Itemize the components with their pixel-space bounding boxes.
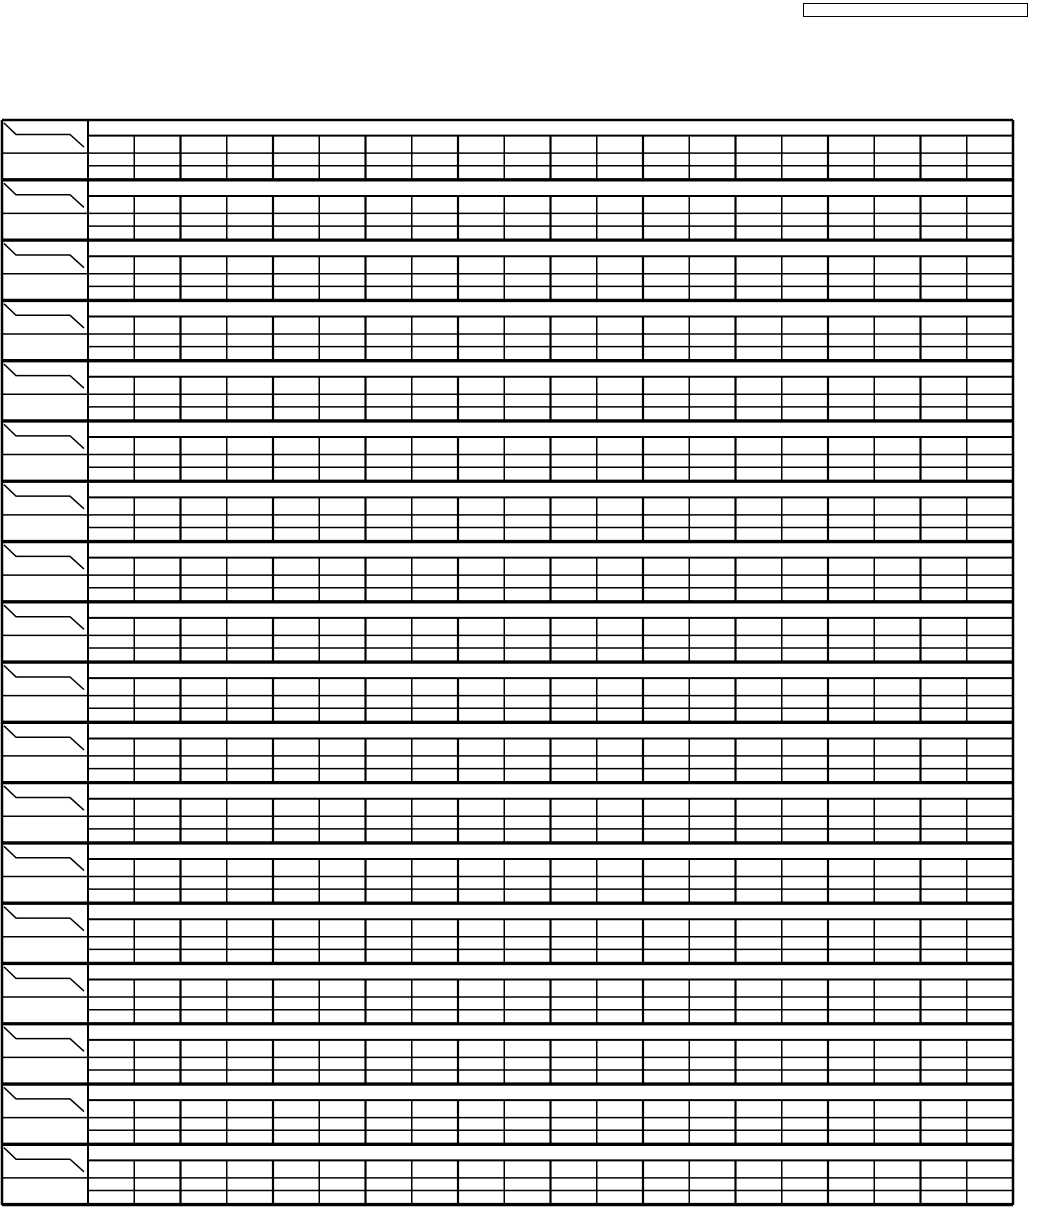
- label-tab-shape: [4, 123, 84, 147]
- label-tab-shape: [4, 1027, 84, 1051]
- label-tab-shape: [4, 967, 84, 991]
- label-tab-shape: [4, 726, 84, 750]
- label-tab-shape: [4, 244, 84, 268]
- label-tab-shape: [4, 424, 84, 448]
- label-tab-shape: [4, 1148, 84, 1172]
- label-tab-shape: [4, 1087, 84, 1111]
- label-tab-shape: [4, 605, 84, 629]
- label-tab-shape: [4, 304, 84, 328]
- label-tab-shape: [4, 183, 84, 207]
- label-tab-shape: [4, 907, 84, 931]
- label-tab-shape: [4, 485, 84, 509]
- grid-lines: [2, 120, 1013, 1205]
- label-tab-shape: [4, 545, 84, 569]
- label-tab-shape: [4, 364, 84, 388]
- label-tab-shape: [4, 786, 84, 810]
- label-tab-shape: [4, 666, 84, 690]
- label-tab-shape: [4, 846, 84, 870]
